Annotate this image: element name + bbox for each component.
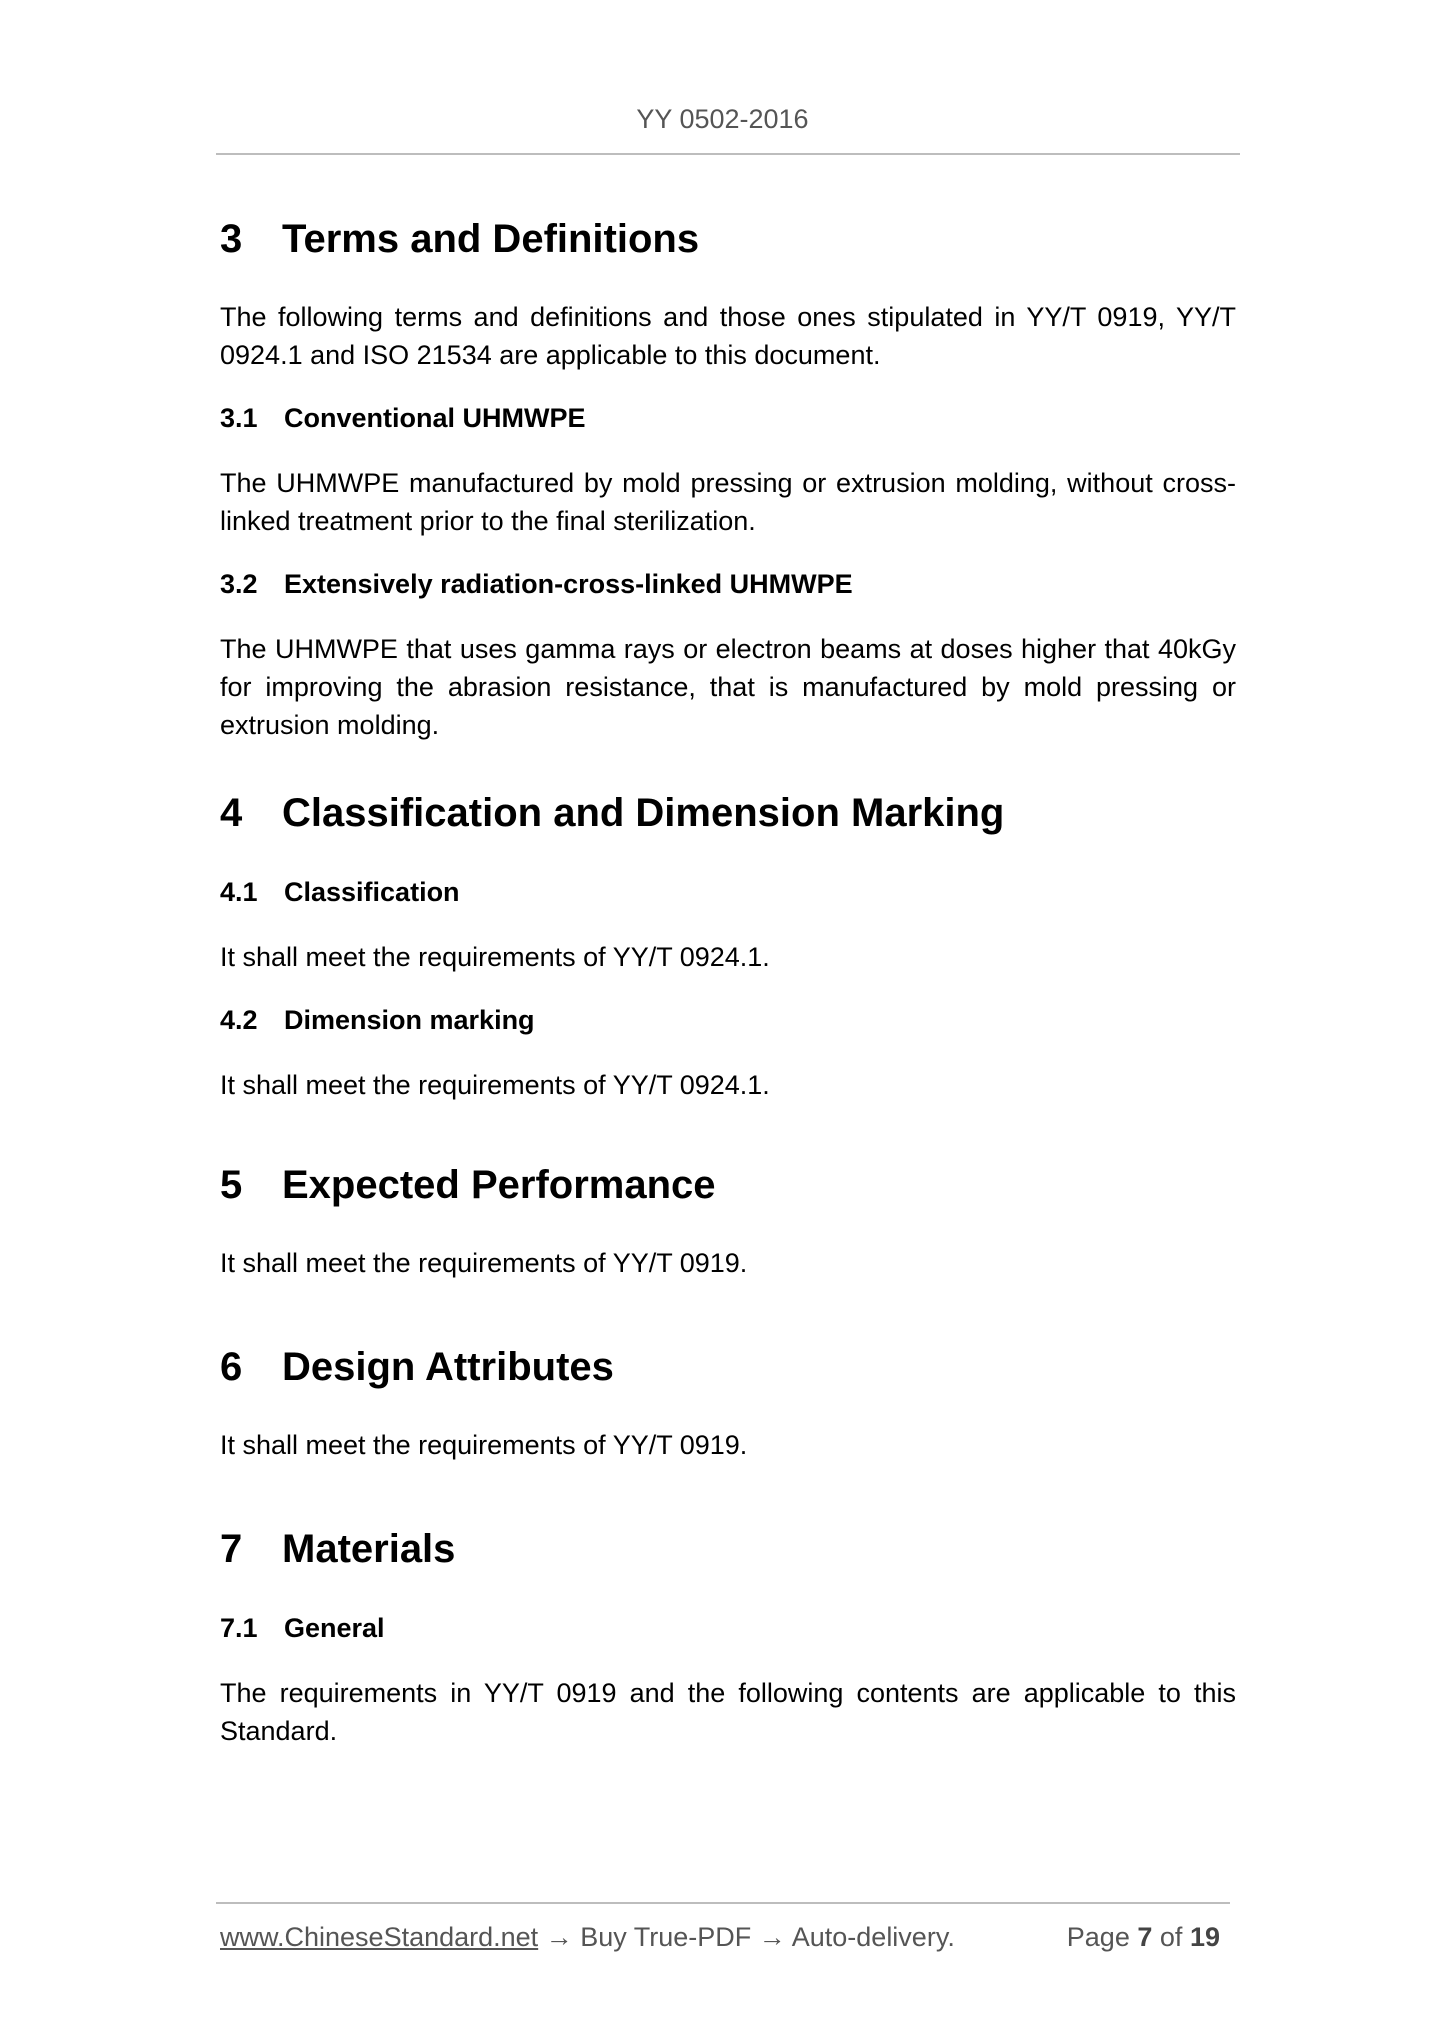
subsection-number: 3.1 bbox=[220, 403, 258, 433]
subsection-title: General bbox=[284, 1613, 385, 1643]
page-label: Page bbox=[1066, 1922, 1130, 1952]
subsection-title: Extensively radiation-cross-linked UHMWPE bbox=[284, 569, 853, 599]
section-3-heading bbox=[220, 210, 1236, 268]
subsection-title: Dimension marking bbox=[284, 1005, 535, 1035]
document-body bbox=[220, 210, 1236, 1750]
subsection-4-1-heading bbox=[220, 872, 1236, 912]
section-title: Classification and Dimension Marking bbox=[282, 791, 1005, 835]
section-title: Expected Performance bbox=[282, 1163, 716, 1207]
section-5-heading bbox=[220, 1156, 1236, 1214]
page-header-doc-id: YY 0502-2016 bbox=[636, 104, 809, 134]
subsection-number: 4.1 bbox=[220, 877, 258, 907]
section-6-heading bbox=[220, 1338, 1236, 1396]
section-title: Terms and Definitions bbox=[282, 217, 700, 261]
section-7-heading bbox=[220, 1520, 1236, 1578]
section-number: 6 bbox=[220, 1345, 243, 1389]
section-5-text: It shall meet the requirements of YY/T 0919. bbox=[220, 1248, 748, 1278]
page-total: 19 bbox=[1189, 1922, 1220, 1952]
section-3-intro: The following terms and definitions and those ones stipulated in YY/T 0919, YY/T 0924.1 and ISO 21534 are applicable to this document. bbox=[220, 302, 1236, 370]
page-footer bbox=[220, 1922, 1230, 1953]
subsection-title: Classification bbox=[284, 877, 460, 907]
section-6-text: It shall meet the requirements of YY/T 0919. bbox=[220, 1430, 748, 1460]
page-indicator bbox=[1067, 1922, 1230, 1953]
of-label: of bbox=[1159, 1922, 1183, 1952]
subsection-3-2-text: The UHMWPE that uses gamma rays or electron beams at doses higher that 40kGy for improving the abrasion resistance, that is manufactured by mold pressing or extrusion molding. bbox=[220, 634, 1236, 740]
subsection-number: 3.2 bbox=[220, 569, 258, 599]
website-link[interactable]: www.ChineseStandard.net bbox=[220, 1922, 539, 1952]
section-number: 4 bbox=[220, 791, 243, 835]
section-number: 5 bbox=[220, 1163, 243, 1207]
subsection-7-1-text: The requirements in YY/T 0919 and the following contents are applicable to this Standard. bbox=[220, 1678, 1236, 1746]
subsection-4-1-text: It shall meet the requirements of YY/T 0924.1. bbox=[220, 942, 770, 972]
subsection-title: Conventional UHMWPE bbox=[284, 403, 586, 433]
page-current: 7 bbox=[1137, 1922, 1153, 1952]
subsection-3-2-heading bbox=[220, 564, 1236, 604]
header-divider bbox=[216, 153, 1240, 155]
footer-divider bbox=[216, 1902, 1230, 1904]
section-number: 3 bbox=[220, 217, 243, 261]
footer-promo-text: → Buy True-PDF → Auto-delivery. bbox=[538, 1922, 955, 1952]
subsection-number: 7.1 bbox=[220, 1613, 258, 1643]
section-title: Materials bbox=[282, 1527, 456, 1571]
subsection-3-1-text: The UHMWPE manufactured by mold pressing or extrusion molding, without cross-linked treatment prior to the final sterilization. bbox=[220, 468, 1236, 536]
subsection-7-1-heading bbox=[220, 1608, 1236, 1648]
subsection-4-2-heading bbox=[220, 1000, 1236, 1040]
footer-promo bbox=[220, 1922, 955, 1953]
subsection-4-2-text: It shall meet the requirements of YY/T 0924.1. bbox=[220, 1070, 770, 1100]
section-number: 7 bbox=[220, 1527, 243, 1571]
subsection-3-1-heading bbox=[220, 398, 1236, 438]
subsection-number: 4.2 bbox=[220, 1005, 258, 1035]
section-4-heading bbox=[220, 784, 1236, 842]
section-title: Design Attributes bbox=[282, 1345, 614, 1389]
